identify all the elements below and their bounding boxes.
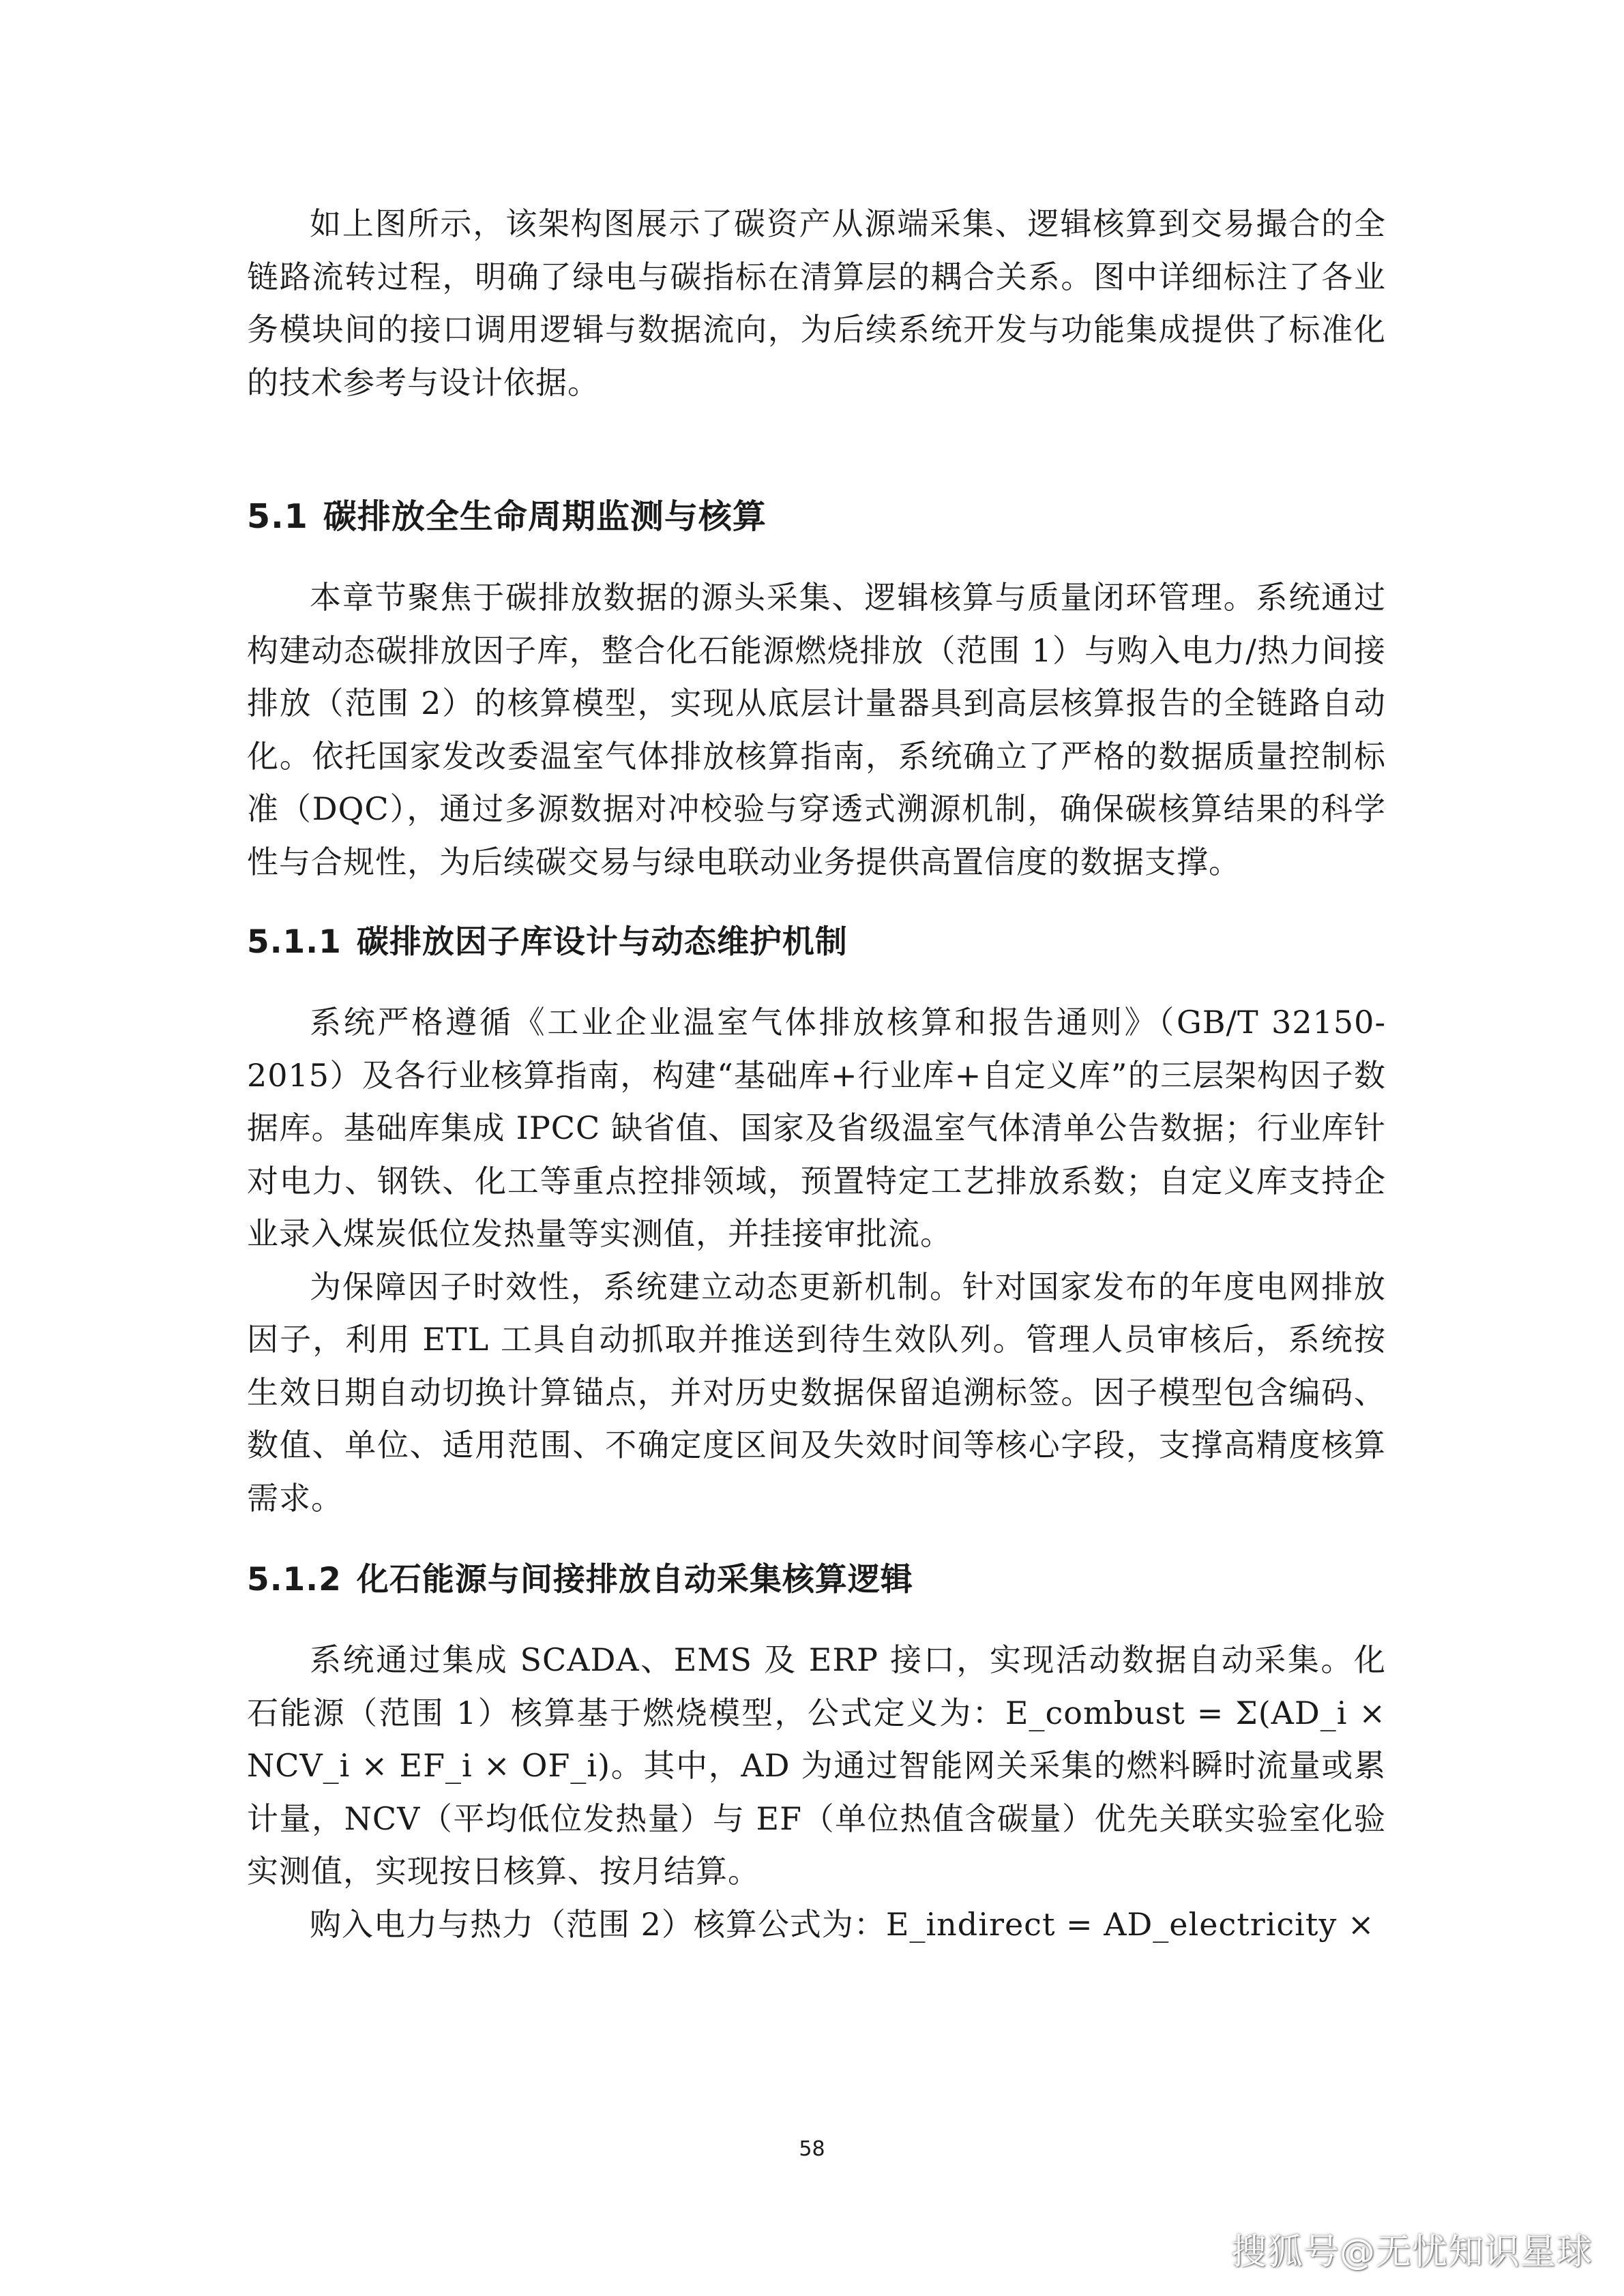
section-heading-5-1 — [247, 496, 1386, 537]
paragraph-architecture-description: 如上图所示，该架构图展示了碳资产从源端采集、逻辑核算到交易撮合的全链路流转过程，明确了绿电与碳指标在清算层的耦合关系。图中详细标注了各业务模块间的接口调用逻辑与数据流向，为后续系统开发与功能集成提供了标准化的技术参考与设计依据。 — [247, 205, 1386, 401]
paragraph-section-5-1: 本章节聚焦于碳排放数据的源头采集、逻辑核算与质量闭环管理。系统通过构建动态碳排放因子库，整合化石能源燃烧排放（范围 1）与购入电力/热力间接排放（范围 2）的核算模型，实现从底层计量器具到高层核算报告的全链路自动化。依托国家发改委温室气体排放核算指南，系统确立了严格的数据质量控制标准（DQC），通过多源数据对冲校验与穿透式溯源机制，确保碳核算结果的科学性与合规性，为后续碳交易与绿电联动业务提供高置信度的数据支撑。 — [247, 579, 1386, 880]
document-body — [247, 198, 1386, 1951]
watermark: 搜狐号@无忧知识星球 — [1230, 2232, 1593, 2273]
section-title: 碳排放因子库设计与动态维护机制 — [356, 923, 848, 961]
section-title: 碳排放全生命周期监测与核算 — [323, 497, 767, 536]
paragraph-indirect-emission-formula: 购入电力与热力（范围 2）核算公式为：E_indirect = AD_electricity × — [310, 1905, 1375, 1943]
section-heading-5-1-1 — [247, 923, 1386, 962]
section-number: 5.1.1 — [247, 923, 342, 961]
section-heading-5-1-2 — [247, 1560, 1386, 1600]
section-title: 化石能源与间接排放自动采集核算逻辑 — [356, 1561, 913, 1598]
paragraph-fossil-energy-accounting: 系统通过集成 SCADA、EMS 及 ERP 接口，实现活动数据自动采集。化石能源（范围 1）核算基于燃烧模型，公式定义为：E_combust = Σ(AD_i × NCV_i × EF_i × OF_i)。其中，AD 为通过智能网关采集的燃料瞬时流量或累计量，NCV（平均低位发热量）与 EF（单位热值含碳量）优先关联实验室化验实测值，实现按日核算、按月结算。 — [247, 1641, 1386, 1890]
page-number: 58 — [799, 2137, 825, 2161]
section-number: 5.1.2 — [247, 1561, 342, 1598]
paragraph-factor-library-structure: 系统严格遵循《工业企业温室气体排放核算和报告通则》（GB/T 32150-2015）及各行业核算指南，构建“基础库+行业库+自定义库”的三层架构因子数据库。基础库集成 IPCC 缺省值、国家及省级温室气体清单公告数据；行业库针对电力、钢铁、化工等重点控排领域，预置特定工艺排放系数；自定义库支持企业录入煤炭低位发热量等实测值，并挂接审批流。 — [247, 1004, 1386, 1252]
paragraph-factor-dynamic-update: 为保障因子时效性，系统建立动态更新机制。针对国家发布的年度电网排放因子，利用 ETL 工具自动抓取并推送到待生效队列。管理人员审核后，系统按生效日期自动切换计算锚点，并对历史数据保留追溯标签。因子模型包含编码、数值、单位、适用范围、不确定度区间及失效时间等核心字段，支撑高精度核算需求。 — [247, 1268, 1386, 1517]
section-number: 5.1 — [247, 497, 308, 536]
